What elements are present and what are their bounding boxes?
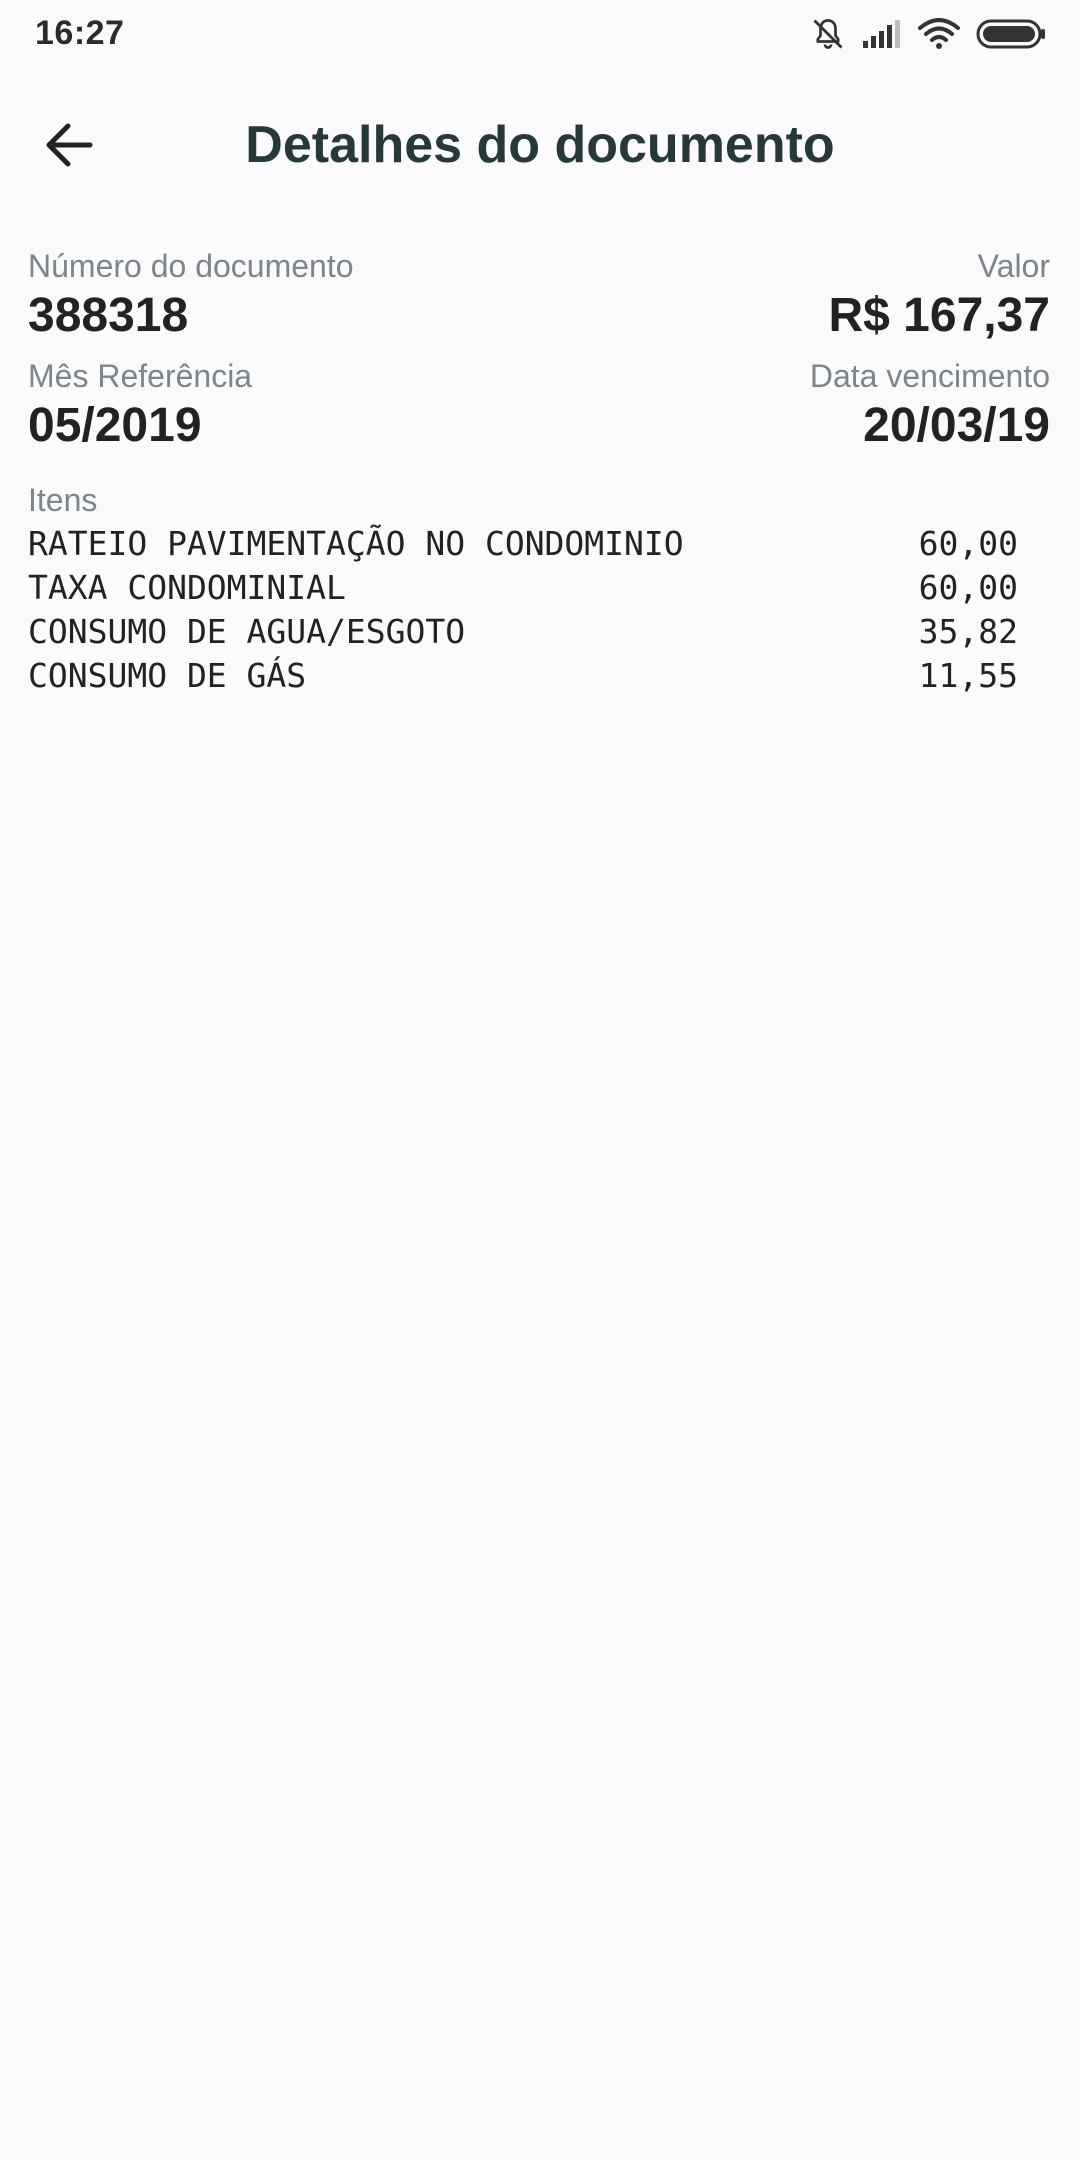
item-description: CONSUMO DE AGUA/ESGOTO [28,612,466,651]
item-value: 35,82 [918,612,1018,651]
document-number-value: 388318 [28,289,189,342]
document-number-label: Número do documento [28,248,354,284]
due-date-label: Data vencimento [809,358,1050,394]
status-icons [810,14,1046,54]
status-time: 16:27 [35,14,125,52]
signal-icon [862,19,902,49]
due-date-value: 20/03/19 [863,399,1050,452]
item-description: CONSUMO DE GÁS [28,656,307,695]
status-bar [0,0,1080,66]
reference-month-label: Mês Referência [28,358,253,394]
list-item [28,522,1018,566]
item-value: 60,00 [918,568,1018,607]
items-title: Itens [28,482,98,518]
item-value: 60,00 [918,524,1018,563]
reference-month-value: 05/2019 [28,399,202,452]
app-bar [0,100,1080,190]
list-item [28,566,1018,610]
items-list [28,522,1018,698]
item-description: TAXA CONDOMINIAL [28,568,346,607]
list-item [28,654,1018,698]
wifi-icon [918,18,960,50]
battery-icon [976,18,1046,50]
list-item [28,610,1018,654]
item-description: RATEIO PAVIMENTAÇÃO NO CONDOMINIO [28,524,684,563]
item-value: 11,55 [918,656,1018,695]
amount-value: R$ 167,37 [828,289,1050,342]
bell-muted-icon [810,16,846,52]
amount-label: Valor [977,248,1050,284]
page-title: Detalhes do documento [245,116,835,174]
